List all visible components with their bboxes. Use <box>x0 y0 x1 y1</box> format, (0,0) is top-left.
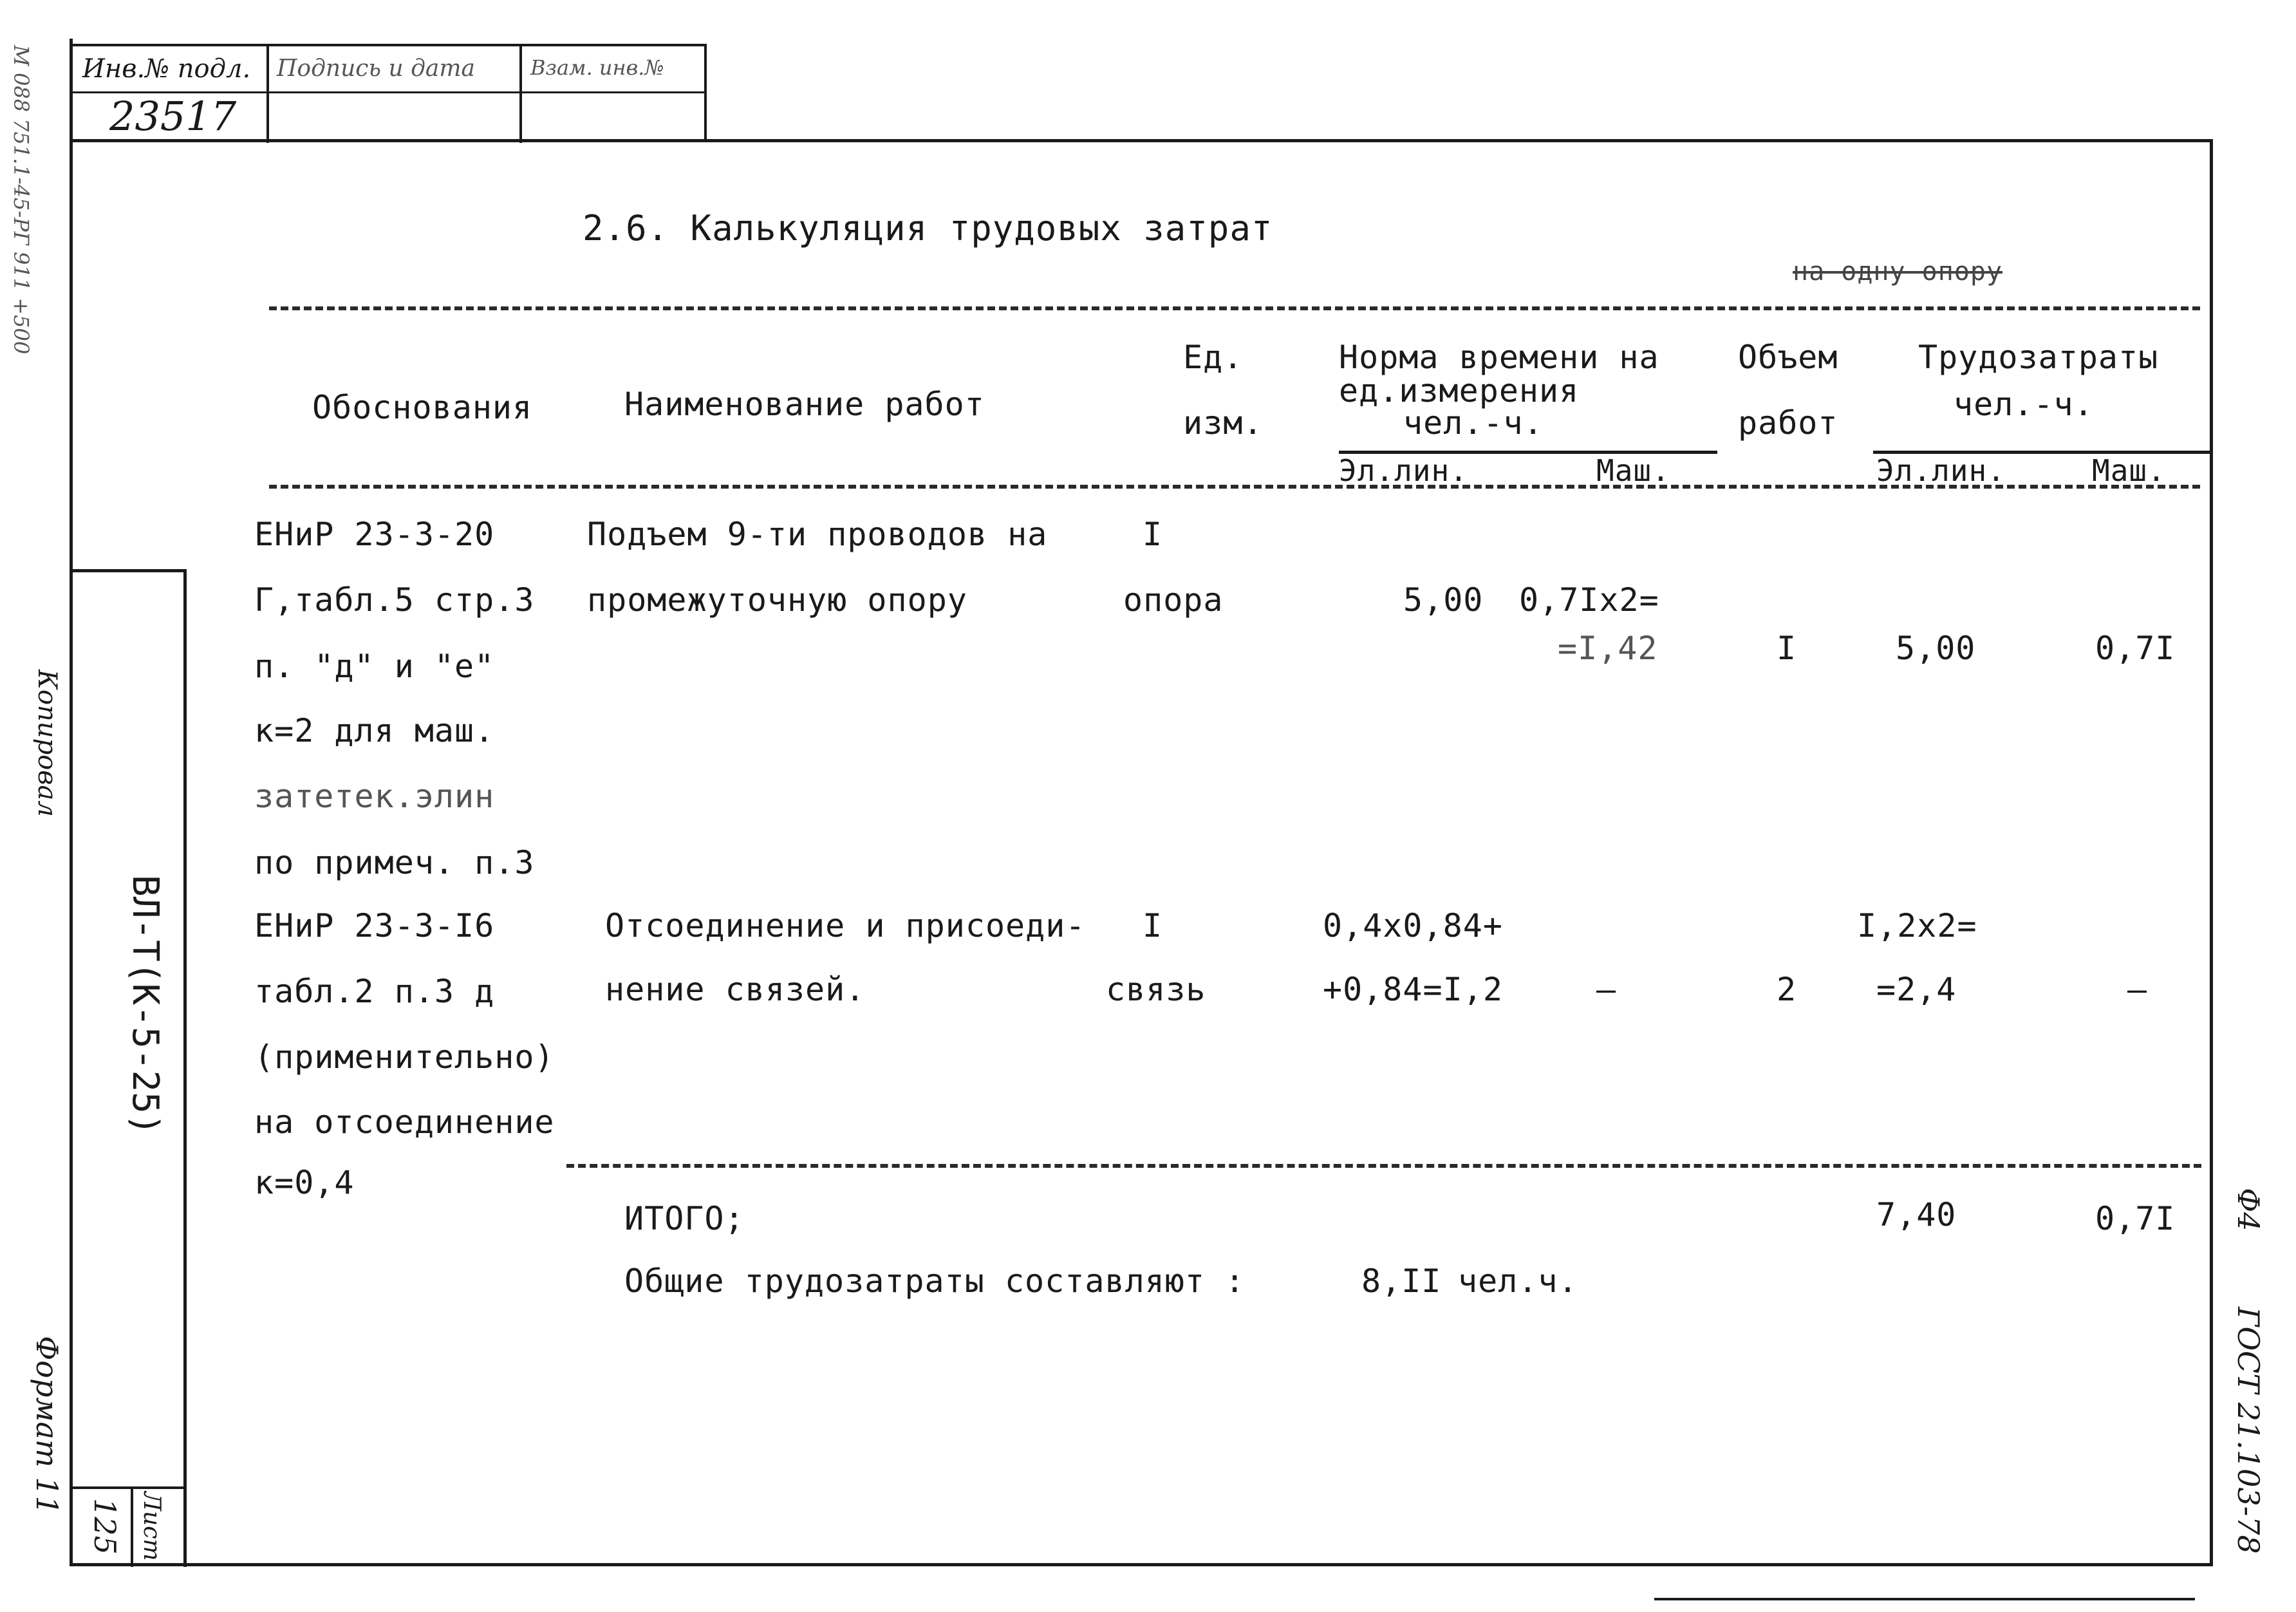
row1-norm-mash-2: =I,42 <box>1558 630 1658 667</box>
row1-basis-5: затетек.элин <box>254 778 495 815</box>
row2-name-2: нение связей. <box>605 971 866 1008</box>
header-norm-3: чел.-ч. <box>1403 404 1544 442</box>
row1-basis-2: Г,табл.5 стр.3 <box>254 581 535 619</box>
row2-norm-mash: – <box>1596 971 1617 1008</box>
row1-volume: I <box>1777 630 1797 667</box>
stamp-inv-label: Инв.№ подл. <box>82 54 251 84</box>
header-volume-2: работ <box>1738 404 1838 442</box>
row2-norm-el-2: +0,84=I,2 <box>1323 971 1503 1008</box>
row1-norm-el: 5,00 <box>1403 581 1484 619</box>
header-sub-el: Эл.лин. <box>1339 453 1468 488</box>
header-norm-1: Норма времени на <box>1339 339 1659 376</box>
stamp-replace-label: Взам. инв.№ <box>530 55 664 80</box>
stamp-divider-2 <box>519 46 522 143</box>
row2-basis-5: к=0,4 <box>254 1164 355 1201</box>
row2-name-1: Отсоединение и присоеди- <box>605 907 1086 944</box>
row2-labor-el-2: =2,4 <box>1876 971 1957 1008</box>
sidebar-box <box>70 569 187 1567</box>
summary-unit: чел.ч. <box>1458 1262 1578 1300</box>
row2-norm-el-1: 0,4х0,84+ <box>1323 907 1503 944</box>
row2-labor-el-1: I,2х2= <box>1857 907 1977 944</box>
header-norm-2: ед.измерения <box>1339 372 1580 409</box>
row2-unit-1: I <box>1143 907 1163 944</box>
row1-name-2: промежуточную опору <box>587 581 967 619</box>
row1-basis-1: ЕНиР 23-3-20 <box>254 516 495 553</box>
row1-name-1: Подъем 9-ти проводов на <box>587 516 1048 553</box>
row2-basis-3: (применительно) <box>254 1038 555 1076</box>
row2-labor-mash: – <box>2127 971 2148 1008</box>
total-label: ИТОГО; <box>624 1200 745 1237</box>
row1-basis-6: по примеч. п.3 <box>254 844 535 881</box>
sheet-box-top <box>70 1486 183 1489</box>
row1-basis-4: к=2 для маш. <box>254 712 495 749</box>
header-unit-1: Ед. <box>1183 339 1244 376</box>
row1-labor-mash: 0,7I <box>2095 630 2176 667</box>
margin-kopiroval: Копировал <box>32 670 62 817</box>
stamp-divider-1 <box>266 46 269 143</box>
header-name: Наименование работ <box>624 386 985 423</box>
struck-note: на одну опору <box>1793 257 2003 286</box>
bottom-extra-line <box>1654 1598 2195 1600</box>
row2-basis-2: табл.2 п.3 д <box>254 973 495 1010</box>
header-unit-2: изм. <box>1183 404 1264 442</box>
header-labor-2: чел.-ч. <box>1954 386 2094 423</box>
header-sub-mash: Маш. <box>1596 453 1670 488</box>
header-sub-mash2: Маш. <box>2092 453 2166 488</box>
row1-unit-2: опора <box>1123 581 1224 619</box>
stamp-inv-number: 23517 <box>109 93 237 140</box>
margin-top-code: М 088 751.1-45-РГ 911 +500 <box>9 45 33 355</box>
document-title: 2.6. Калькуляция трудовых затрат <box>583 208 1273 248</box>
sheet-number: 125 <box>88 1498 122 1555</box>
frame-right-line <box>2210 139 2213 1565</box>
row1-unit-1: I <box>1143 516 1163 553</box>
margin-f4: Ф4 <box>2231 1188 2266 1232</box>
row1-labor-el: 5,00 <box>1896 630 1976 667</box>
header-basis: Обоснования <box>312 389 533 426</box>
margin-gost: ГОСТ 21.103-78 <box>2231 1307 2266 1554</box>
frame-bottom-line <box>70 1563 2213 1566</box>
total-labor-el: 7,40 <box>1876 1196 1957 1233</box>
row2-volume: 2 <box>1777 971 1797 1008</box>
stamp-sign-label: Подпись и дата <box>277 55 475 82</box>
header-volume-1: Объем <box>1738 339 1838 376</box>
summary-label: Общие трудозатраты составляют : <box>624 1262 1246 1300</box>
row2-basis-1: ЕНиР 23-3-I6 <box>254 907 495 944</box>
stamp-block <box>70 44 707 142</box>
header-labor-1: Трудозатраты <box>1918 339 2159 376</box>
margin-format: Формат 11 <box>30 1336 64 1515</box>
row1-norm-mash-1: 0,7Iх2= <box>1519 581 1659 619</box>
row1-basis-3: п. "д" и "е" <box>254 648 495 685</box>
sheet-box-divider <box>131 1486 133 1567</box>
summary-value: 8,II <box>1361 1262 1442 1300</box>
total-labor-mash: 0,7I <box>2095 1200 2176 1237</box>
sheet-label: Лист <box>138 1492 165 1561</box>
header-sub-el2: Эл.лин. <box>1876 453 2006 488</box>
row2-unit-2: связь <box>1106 971 1206 1008</box>
margin-doc-code: ВЛ-Т(К-5-25) <box>124 875 166 1136</box>
total-rule <box>566 1164 2201 1168</box>
row2-basis-4: на отсоединение <box>254 1103 555 1141</box>
table-top-rule <box>269 306 2200 310</box>
